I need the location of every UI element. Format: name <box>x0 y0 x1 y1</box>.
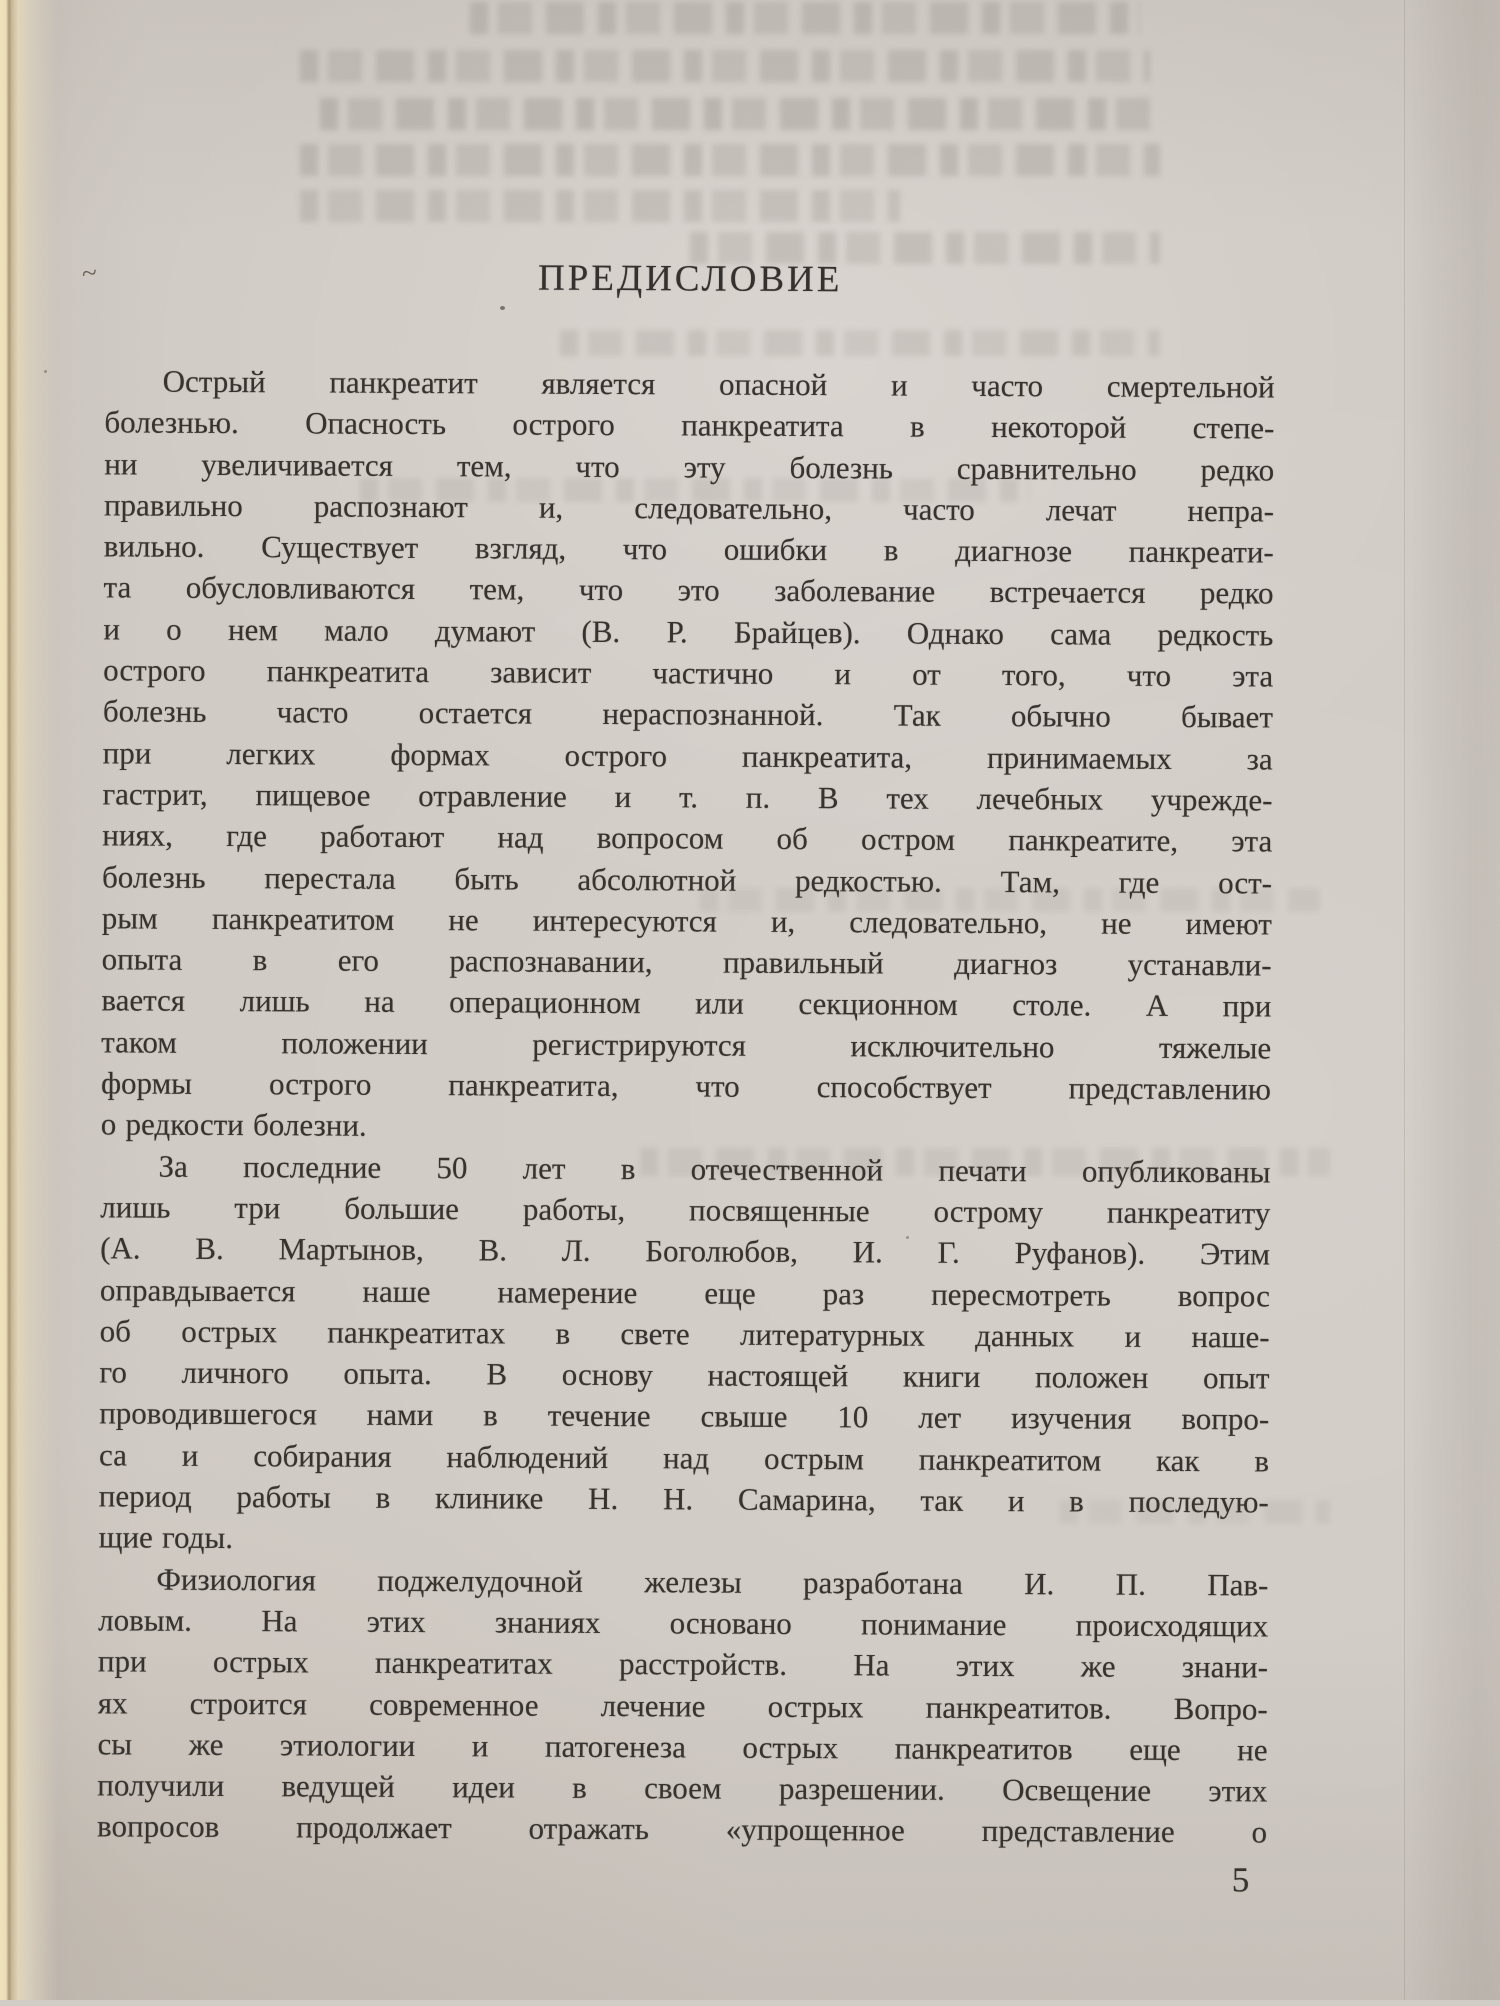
text-line: сы же этиологии и патогенеза острых панкреатитов еще не <box>97 1723 1267 1770</box>
text-line: острого панкреатита зависит частично и от того, что эта <box>103 649 1273 696</box>
ink-speck <box>500 306 505 310</box>
text-line: болезнь перестала быть абсолютной редкостью. Там, где ост- <box>102 856 1272 903</box>
text-line: За последние 50 лет в отечественной печати опубликованы <box>100 1145 1270 1192</box>
text-line: при легких формах острого панкреатита, принимаемых за <box>103 732 1273 779</box>
text-line: получили ведущей идеи в своем разрешении. Освещение этих <box>97 1764 1267 1811</box>
text-line: и о нем мало думают (В. Р. Брайцев). Однако сама редкость <box>103 608 1273 655</box>
text-line: формы острого панкреатита, что способствует представлению <box>101 1062 1271 1109</box>
ink-speck <box>44 370 47 373</box>
text-line: ни увеличивается тем, что эту болезнь сравнительно редко <box>104 443 1274 490</box>
text-line: гастрит, пищевое отравление и т. п. В тех лечебных учрежде- <box>102 773 1272 820</box>
text-line: болезнь часто остается нераспознанной. Так обычно бывает <box>103 691 1273 738</box>
text-line: опыта в его распознавании, правильный диагноз устанавли- <box>102 938 1272 985</box>
text-line: ловым. На этих знаниях основано понимание происходящих <box>98 1599 1268 1646</box>
text-line: (А. В. Мартынов, В. Л. Боголюбов, И. Г. Руфанов). Этим <box>100 1228 1270 1275</box>
text-line: правильно распознают и, следовательно, часто лечат непра- <box>104 484 1274 531</box>
text-line: об острых панкреатитах в свете литературных данных и наше- <box>100 1310 1270 1357</box>
text-line: вопросов продолжает отражать «упрощенное представление о <box>97 1806 1267 1853</box>
text-line: са и собирания наблюдений над острым панкреатитом как в <box>99 1434 1269 1481</box>
text-line: щие годы. <box>99 1517 1269 1564</box>
text-line: рым панкреатитом не интересуются и, следовательно, не имеют <box>102 897 1272 944</box>
text-line: оправдывается наше намерение еще раз пересмотреть вопрос <box>100 1269 1270 1316</box>
pen-mark: ~ <box>80 257 99 291</box>
text-line: ях строится современное лечение острых панкреатитов. Вопро- <box>98 1682 1268 1729</box>
text-line: го личного опыта. В основу настоящей книги положен опыт <box>99 1351 1269 1398</box>
text-line: болезнью. Опасность острого панкреатита в некоторой степе- <box>104 402 1274 449</box>
text-line: период работы в клинике Н. Н. Самарина, так и в последую- <box>99 1475 1269 1522</box>
text-line: ниях, где работают над вопросом об остром панкреатите, эта <box>102 815 1272 862</box>
text-line: Острый панкреатит является опасной и часто смертельной <box>105 360 1275 407</box>
text-line: вильно. Существует взгляд, что ошибки в диагнозе панкреати- <box>104 526 1274 573</box>
text-line: таком положении регистрируются исключительно тяжелые <box>101 1021 1271 1068</box>
paragraphs <box>97 360 1275 1853</box>
text-line: вается лишь на операционном или секционном столе. А при <box>101 980 1271 1027</box>
page-title: ПРЕДИСЛОВИЕ <box>105 254 1275 303</box>
text-line: Физиология поджелудочной железы разработана И. П. Пав- <box>98 1558 1268 1605</box>
text-line: при острых панкреатитах расстройств. На этих же знани- <box>98 1641 1268 1688</box>
ink-speck <box>906 1236 909 1239</box>
text-line: та обусловливаются тем, что это заболевание встречается редко <box>103 567 1273 614</box>
text-line: проводившегося нами в течение свыше 10 лет изучения вопро- <box>99 1393 1269 1440</box>
text-line: лишь три большие работы, посвященные острому панкреатиту <box>100 1186 1270 1233</box>
page-number: 5 <box>1232 1860 1250 1900</box>
text-line: о редкости болезни. <box>101 1104 1271 1151</box>
